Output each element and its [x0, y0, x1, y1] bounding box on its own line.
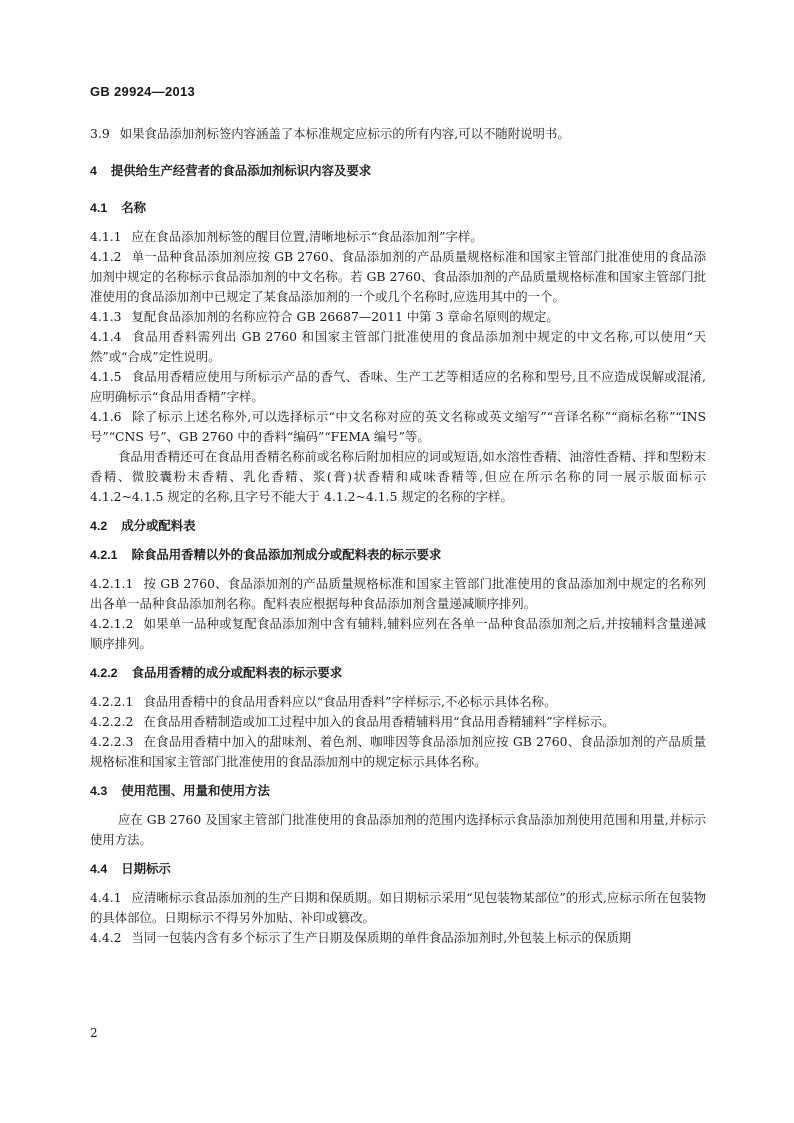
section-heading: [90, 198, 706, 218]
clause-paragraph: [90, 574, 706, 614]
clause-number: 3.9: [90, 126, 110, 141]
clause-number: 4.1.4: [90, 329, 122, 344]
clause-text: 如果食品添加剂标签内容涵盖了本标准规定应标示的所有内容,可以不随附说明书。: [119, 126, 570, 141]
clause-text: 应在食品添加剂标签的醒目位置,清晰地标示“食品添加剂”字样。: [131, 229, 483, 244]
section-heading: [90, 545, 706, 565]
clause-number: 4.1.5: [90, 369, 122, 384]
clause-paragraph: [90, 307, 706, 327]
clause-number: 4.1.3: [90, 309, 122, 324]
paragraph: [90, 810, 706, 850]
clause-text: 食品用香精还可在食品用香精名称前或名称后附加相应的词或短语,如水溶性香精、油溶性香精、拌和型粉末香精、微胶囊粉末香精、乳化香精、浆(膏)状香精和咸味香精等,但应在所示名称的同一展示版面标示 4.1.2~4.1.5 规定的名称,且字号不能大于 4.1.2~4.1.5 规定的名称的字样。: [90, 449, 706, 504]
clause-text: 食品用香精应使用与所标示产品的香气、香味、生产工艺等相适应的名称和型号,且不应造成误解或混淆,应明确标示“食品用香精”字样。: [90, 369, 706, 404]
clause-number: 4.2.2: [90, 666, 118, 680]
clause-text: 应清晰标示食品添加剂的生产日期和保质期。如日期标示采用“见包装物某部位”的形式,应标示所在包装物的具体部位。日期标示不得另外加贴、补印或篡改。: [90, 890, 706, 925]
clause-number: 4.2.2.2: [90, 714, 134, 729]
document-body: [90, 118, 706, 948]
clause-number: 4.1.2: [90, 249, 122, 264]
section-heading: [90, 663, 706, 683]
section-heading: [90, 859, 706, 879]
clause-number: 4.2.1.2: [90, 616, 134, 631]
clause-paragraph: [90, 928, 706, 948]
clause-text: 除了标示上述名称外,可以选择标示“中文名称对应的英文名称或英文缩写”“音译名称”“商标名称”“INS 号”“CNS 号”、GB 2760 中的香料“编码”“FEMA 编号”等。: [90, 409, 706, 444]
clause-paragraph: [90, 692, 706, 712]
standard-code-header: GB 29924—2013: [90, 84, 196, 99]
clause-number: 4.1.1: [90, 229, 122, 244]
clause-number: 4.4.1: [90, 890, 122, 905]
section-heading: [90, 781, 706, 801]
clause-paragraph: [90, 407, 706, 447]
clause-number: 4.2.1: [90, 548, 118, 562]
clause-text: 如果单一品种或复配食品添加剂中含有辅料,辅料应列在各单一品种食品添加剂之后,并按辅料含量递减顺序排列。: [90, 616, 706, 651]
clause-paragraph: [90, 367, 706, 407]
clause-text: 食品用香料需列出 GB 2760 和国家主管部门批准使用的食品添加剂中规定的中文名称,可以使用“天然”或“合成”定性说明。: [90, 329, 706, 364]
clause-text: 应在 GB 2760 及国家主管部门批准使用的食品添加剂的范围内选择标示食品添加剂使用范围和用量,并标示使用方法。: [90, 812, 706, 847]
clause-text: 在食品用香精制造或加工过程中加入的食品用香精辅料用“食品用香精辅料”字样标示。: [143, 714, 615, 729]
clause-text: 食品用香精的成分或配料表的标示要求: [131, 666, 343, 680]
clause-text: 提供给生产经营者的食品添加剂标识内容及要求: [110, 164, 372, 178]
section-heading: [90, 161, 706, 181]
clause-number: 4.2.1.1: [90, 576, 134, 591]
clause-paragraph: [90, 327, 706, 367]
clause-text: 在食品用香精中加入的甜味剂、着色剂、咖啡因等食品添加剂应按 GB 2760、食品添加剂的产品质量规格标准和国家主管部门批准使用的食品添加剂中的规定标示具体名称。: [90, 734, 706, 769]
section-heading: [90, 516, 706, 536]
clause-number: 4.1.6: [90, 409, 122, 424]
clause-paragraph: [90, 712, 706, 732]
page-number: 2: [90, 1026, 98, 1040]
clause-text: 复配食品添加剂的名称应符合 GB 26687—2011 中第 3 章命名原则的规定。: [131, 309, 559, 324]
clause-text: 单一品种食品添加剂应按 GB 2760、食品添加剂的产品质量规格标准和国家主管部门批准使用的食品添加剂中规定的名称标示食品添加剂的中文名称。若 GB 2760、食品添加剂的产品质量规格标准和国家主管部门批准使用的食品添加剂中已规定了某食品添加剂的一个或几个名称时,应选用其中的一个。: [90, 249, 706, 304]
clause-paragraph: [90, 614, 706, 654]
paragraph: [90, 447, 706, 507]
clause-number: 4.2.2.3: [90, 734, 134, 749]
clause-number: 4.4: [90, 862, 108, 876]
clause-text: 食品用香精中的食品用香料应以“食品用香料”字样标示,不必标示具体名称。: [143, 694, 557, 709]
clause-text: 使用范围、用量和使用方法: [121, 784, 270, 798]
clause-number: 4.2.2.1: [90, 694, 134, 709]
clause-text: 名称: [121, 201, 147, 215]
clause-number: 4.1: [90, 201, 108, 215]
clause-text: 成分或配料表: [121, 519, 196, 533]
clause-number: 4: [90, 164, 97, 178]
clause-text: 除食品用香精以外的食品添加剂成分或配料表的标示要求: [131, 548, 442, 562]
clause-text: 按 GB 2760、食品添加剂的产品质量规格标准和国家主管部门批准使用的食品添加剂中规定的名称列出各单一品种食品添加剂名称。配料表应根据每种食品添加剂含量递减顺序排列。: [90, 576, 706, 611]
clause-paragraph: [90, 888, 706, 928]
clause-number: 4.3: [90, 784, 108, 798]
clause-paragraph: [90, 124, 706, 144]
clause-number: 4.4.2: [90, 930, 122, 945]
clause-paragraph: [90, 227, 706, 247]
clause-number: 4.2: [90, 519, 108, 533]
clause-text: 当同一包装内含有多个标示了生产日期及保质期的单件食品添加剂时,外包装上标示的保质期: [131, 930, 632, 945]
clause-paragraph: [90, 732, 706, 772]
clause-text: 日期标示: [121, 862, 171, 876]
clause-paragraph: [90, 247, 706, 307]
